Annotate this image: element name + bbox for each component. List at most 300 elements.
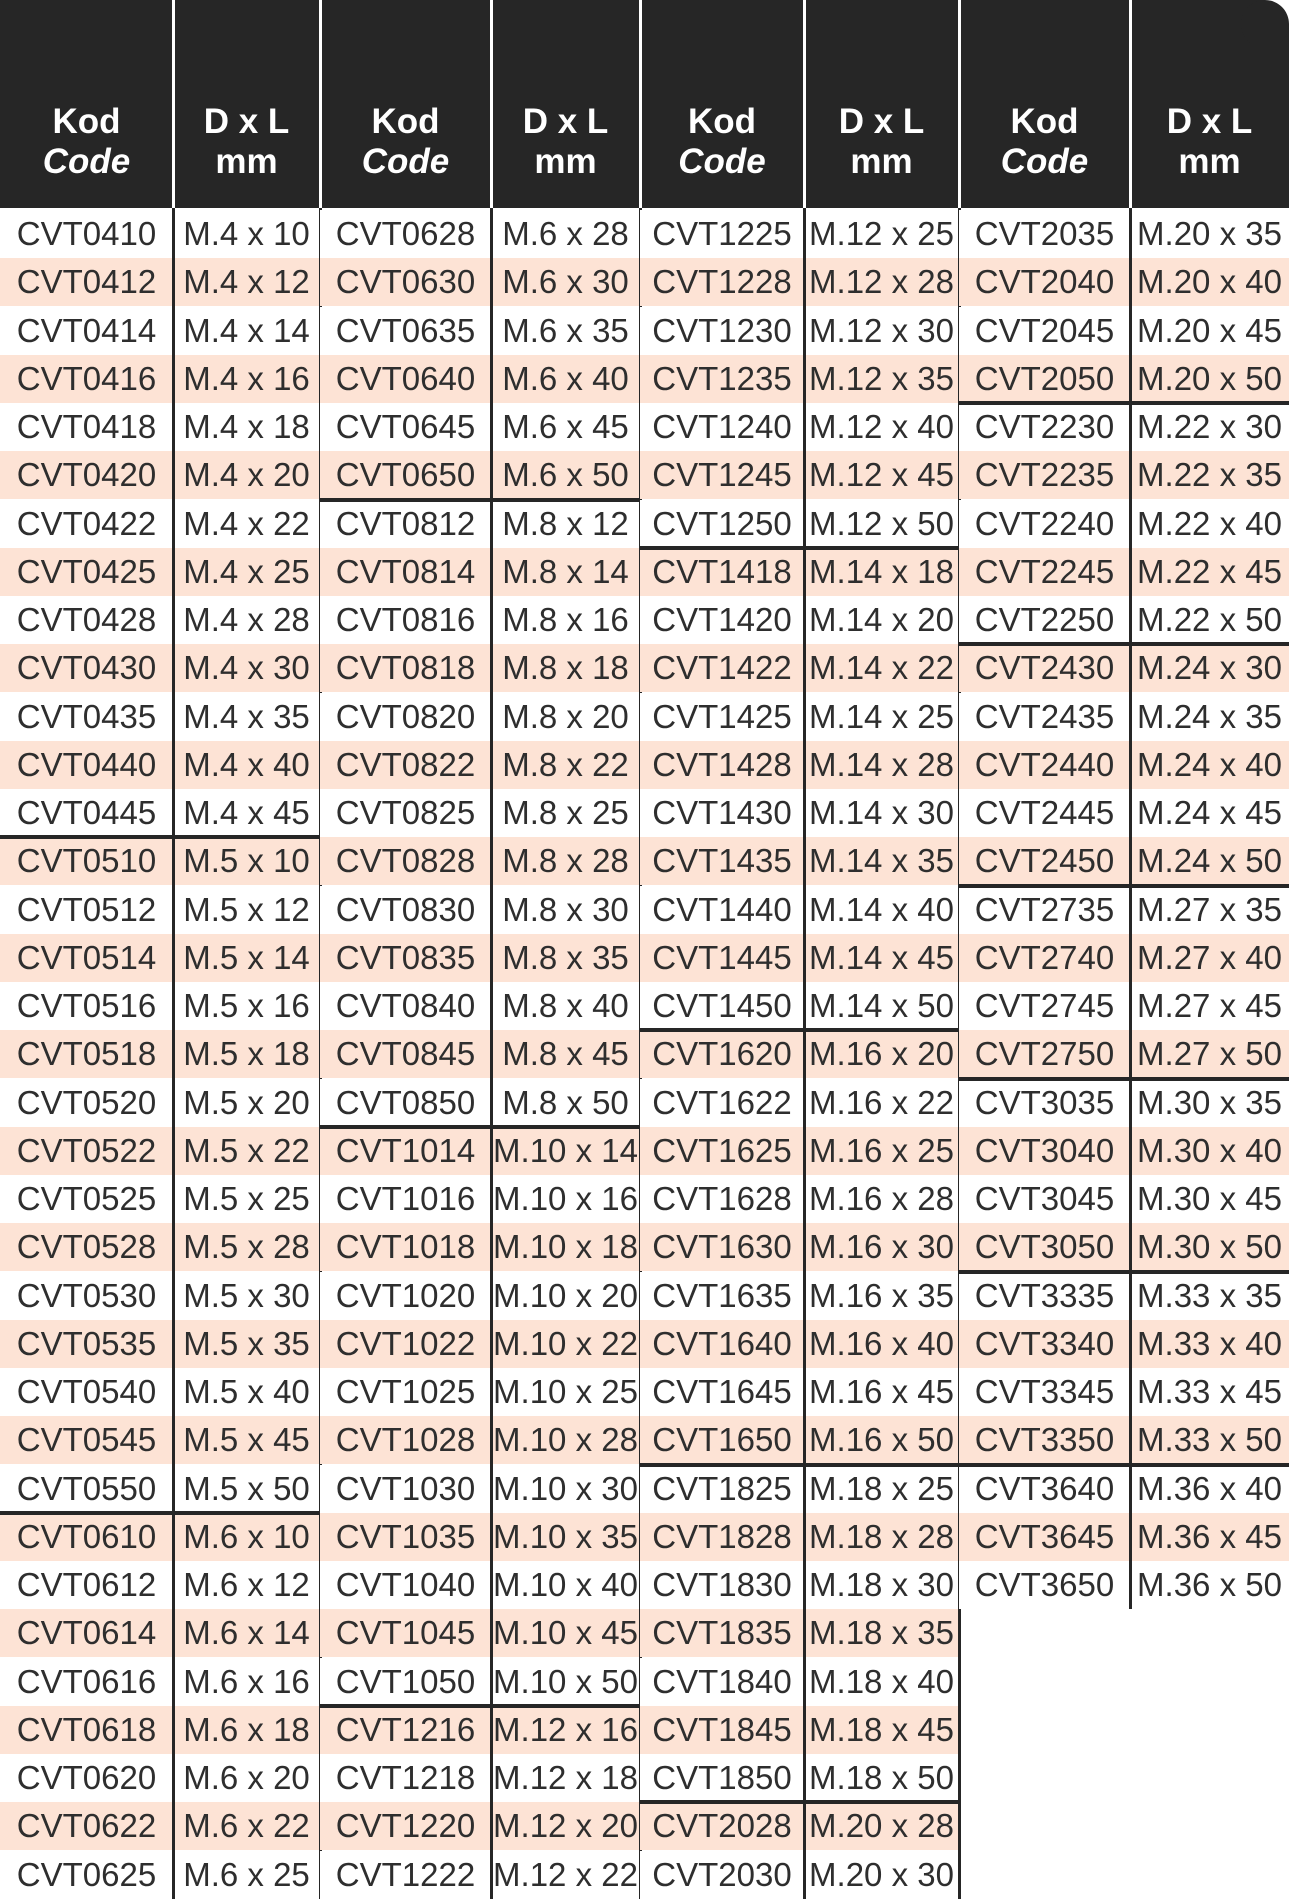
code-cell: CVT2740 — [959, 934, 1130, 982]
dimension-cell: M.36 x 50 — [1130, 1561, 1289, 1609]
code-cell: CVT1645 — [640, 1368, 804, 1416]
code-cell: CVT0528 — [0, 1223, 173, 1271]
code-cell: CVT1050 — [320, 1658, 491, 1706]
code-cell: CVT1625 — [640, 1127, 804, 1175]
code-cell: CVT3640 — [959, 1465, 1130, 1513]
header-label-top: Kod — [687, 102, 757, 141]
dimension-cell: M.4 x 16 — [173, 355, 320, 403]
code-cell: CVT0435 — [0, 693, 173, 741]
dimension-cell: M.12 x 22 — [491, 1851, 640, 1899]
dimension-cell: M.6 x 10 — [173, 1513, 320, 1561]
code-cell: CVT0635 — [320, 307, 491, 355]
code-cell: CVT0828 — [320, 837, 491, 885]
dimension-cell: M.10 x 30 — [491, 1465, 640, 1513]
dimension-cell: M.14 x 20 — [804, 596, 959, 644]
code-cell: CVT1840 — [640, 1658, 804, 1706]
code-cell: CVT1830 — [640, 1561, 804, 1609]
dimension-cell: M.24 x 35 — [1130, 693, 1289, 741]
dimension-cell: M.8 x 20 — [491, 693, 640, 741]
code-cell: CVT0650 — [320, 451, 491, 499]
dimension-cell: M.20 x 28 — [804, 1802, 959, 1850]
code-cell: CVT1850 — [640, 1754, 804, 1802]
dimension-cell: M.6 x 35 — [491, 307, 640, 355]
header-label-bottom: Code — [1000, 142, 1089, 181]
code-cell: CVT2230 — [959, 403, 1130, 451]
code-cell: CVT3645 — [959, 1513, 1130, 1561]
header-code — [0, 0, 173, 208]
dimension-cell: M.6 x 50 — [491, 451, 640, 499]
code-cell: CVT1020 — [320, 1272, 491, 1320]
code-cell: CVT0835 — [320, 934, 491, 982]
dimension-cell: M.18 x 35 — [804, 1609, 959, 1657]
code-cell: CVT1245 — [640, 451, 804, 499]
dimension-cell: M.5 x 12 — [173, 886, 320, 934]
dimension-cell: M.5 x 16 — [173, 982, 320, 1030]
header-label-bottom: mm — [850, 142, 913, 181]
header-code — [640, 0, 804, 208]
dimension-cell: M.6 x 25 — [173, 1851, 320, 1899]
code-cell: CVT0525 — [0, 1175, 173, 1223]
dimension-cell: M.4 x 30 — [173, 644, 320, 692]
dimension-cell: M.22 x 40 — [1130, 500, 1289, 548]
code-cell: CVT1025 — [320, 1368, 491, 1416]
column-divider — [172, 208, 175, 1899]
dimension-cell: M.18 x 50 — [804, 1754, 959, 1802]
dimension-cell: M.18 x 28 — [804, 1513, 959, 1561]
code-cell: CVT3045 — [959, 1175, 1130, 1223]
code-cell: CVT2750 — [959, 1030, 1130, 1078]
dimension-cell: M.20 x 40 — [1130, 258, 1289, 306]
dimension-cell: M.12 x 20 — [491, 1802, 640, 1850]
dimension-cell: M.6 x 20 — [173, 1754, 320, 1802]
dimension-cell: M.22 x 45 — [1130, 548, 1289, 596]
code-cell: CVT2030 — [640, 1851, 804, 1899]
dimension-cell: M.8 x 45 — [491, 1030, 640, 1078]
section-divider — [959, 642, 1289, 646]
code-cell: CVT1628 — [640, 1175, 804, 1223]
code-cell: CVT1828 — [640, 1513, 804, 1561]
code-cell: CVT1420 — [640, 596, 804, 644]
dimension-cell: M.12 x 35 — [804, 355, 959, 403]
dimension-cell: M.12 x 30 — [804, 307, 959, 355]
dimension-cell: M.6 x 30 — [491, 258, 640, 306]
header-label-top: Kod — [1010, 102, 1079, 141]
code-cell: CVT0420 — [0, 451, 173, 499]
code-cell: CVT2250 — [959, 596, 1130, 644]
code-cell: CVT1845 — [640, 1706, 804, 1754]
header-label-top: Kod — [52, 102, 121, 141]
code-cell: CVT0812 — [320, 500, 491, 548]
code-cell: CVT1425 — [640, 693, 804, 741]
section-divider — [320, 1704, 640, 1708]
code-cell: CVT0445 — [0, 789, 173, 837]
code-cell: CVT1045 — [320, 1609, 491, 1657]
code-cell: CVT0818 — [320, 644, 491, 692]
code-cell: CVT1228 — [640, 258, 804, 306]
dimension-cell: M.5 x 30 — [173, 1272, 320, 1320]
section-divider — [0, 1511, 320, 1515]
code-cell: CVT0418 — [0, 403, 173, 451]
code-cell: CVT2045 — [959, 307, 1130, 355]
dimension-cell: M.8 x 25 — [491, 789, 640, 837]
section-divider — [959, 401, 1289, 405]
dimension-cell: M.14 x 22 — [804, 644, 959, 692]
code-cell: CVT0550 — [0, 1465, 173, 1513]
code-cell: CVT0522 — [0, 1127, 173, 1175]
code-cell: CVT0628 — [320, 210, 491, 258]
dimension-cell: M.8 x 14 — [491, 548, 640, 596]
header-divider — [639, 0, 642, 208]
dimension-cell: M.4 x 25 — [173, 548, 320, 596]
code-cell: CVT0425 — [0, 548, 173, 596]
code-cell: CVT1450 — [640, 982, 804, 1030]
dimension-cell: M.4 x 40 — [173, 741, 320, 789]
dimension-cell: M.6 x 40 — [491, 355, 640, 403]
code-cell: CVT2050 — [959, 355, 1130, 403]
dimension-cell: M.14 x 25 — [804, 693, 959, 741]
dimension-cell: M.8 x 12 — [491, 500, 640, 548]
section-divider — [640, 1463, 959, 1467]
dimension-cell: M.16 x 22 — [804, 1079, 959, 1127]
dimension-cell: M.10 x 14 — [491, 1127, 640, 1175]
code-cell: CVT1216 — [320, 1706, 491, 1754]
code-cell: CVT1250 — [640, 500, 804, 548]
dimension-cell: M.4 x 14 — [173, 307, 320, 355]
code-cell: CVT0530 — [0, 1272, 173, 1320]
code-cell: CVT2735 — [959, 886, 1130, 934]
code-cell: CVT1418 — [640, 548, 804, 596]
header-label-bottom: Code — [42, 142, 131, 181]
dimension-cell: M.30 x 50 — [1130, 1223, 1289, 1271]
section-divider — [640, 546, 959, 550]
dimension-cell: M.33 x 40 — [1130, 1320, 1289, 1368]
code-cell: CVT2240 — [959, 500, 1130, 548]
dimension-cell: M.8 x 35 — [491, 934, 640, 982]
dimension-cell: M.8 x 16 — [491, 596, 640, 644]
dimension-cell: M.27 x 40 — [1130, 934, 1289, 982]
dimension-cell: M.12 x 40 — [804, 403, 959, 451]
code-cell: CVT2430 — [959, 644, 1130, 692]
code-cell: CVT2235 — [959, 451, 1130, 499]
header-label-bottom: mm — [1178, 142, 1241, 181]
dimension-cell: M.18 x 25 — [804, 1465, 959, 1513]
header-divider — [172, 0, 175, 208]
code-cell: CVT1022 — [320, 1320, 491, 1368]
code-cell: CVT1018 — [320, 1223, 491, 1271]
section-divider — [959, 884, 1289, 888]
header-code — [320, 0, 491, 208]
dimension-cell: M.30 x 40 — [1130, 1127, 1289, 1175]
code-cell: CVT2028 — [640, 1802, 804, 1850]
dimension-cell: M.8 x 30 — [491, 886, 640, 934]
code-cell: CVT1035 — [320, 1513, 491, 1561]
header-dimension — [804, 0, 959, 208]
code-cell: CVT1220 — [320, 1802, 491, 1850]
dimension-cell: M.16 x 28 — [804, 1175, 959, 1223]
header-dimension — [491, 0, 640, 208]
code-cell: CVT0645 — [320, 403, 491, 451]
dimension-cell: M.27 x 50 — [1130, 1030, 1289, 1078]
dimension-cell: M.18 x 40 — [804, 1658, 959, 1706]
code-cell: CVT0830 — [320, 886, 491, 934]
code-cell: CVT0820 — [320, 693, 491, 741]
code-cell: CVT0535 — [0, 1320, 173, 1368]
section-divider — [959, 1077, 1289, 1081]
code-cell: CVT1016 — [320, 1175, 491, 1223]
code-cell: CVT0430 — [0, 644, 173, 692]
dimension-cell: M.30 x 35 — [1130, 1079, 1289, 1127]
dimension-cell: M.10 x 25 — [491, 1368, 640, 1416]
code-cell: CVT2440 — [959, 741, 1130, 789]
dimension-cell: M.8 x 22 — [491, 741, 640, 789]
code-cell: CVT2040 — [959, 258, 1130, 306]
dimension-cell: M.4 x 28 — [173, 596, 320, 644]
dimension-cell: M.36 x 40 — [1130, 1465, 1289, 1513]
code-cell: CVT3335 — [959, 1272, 1130, 1320]
dimension-cell: M.22 x 50 — [1130, 596, 1289, 644]
code-cell: CVT1440 — [640, 886, 804, 934]
code-cell: CVT1422 — [640, 644, 804, 692]
dimension-cell: M.16 x 40 — [804, 1320, 959, 1368]
code-cell: CVT1218 — [320, 1754, 491, 1802]
code-cell: CVT0428 — [0, 596, 173, 644]
code-cell: CVT1825 — [640, 1465, 804, 1513]
code-cell: CVT0622 — [0, 1802, 173, 1850]
code-cell: CVT1435 — [640, 837, 804, 885]
section-divider — [959, 1463, 1289, 1467]
code-cell: CVT1028 — [320, 1416, 491, 1464]
dimension-cell: M.12 x 50 — [804, 500, 959, 548]
code-cell: CVT0814 — [320, 548, 491, 596]
header-label-bottom: Code — [361, 142, 450, 181]
dimension-cell: M.27 x 35 — [1130, 886, 1289, 934]
dimension-cell: M.20 x 30 — [804, 1851, 959, 1899]
code-cell: CVT3350 — [959, 1416, 1130, 1464]
dimension-cell: M.10 x 20 — [491, 1272, 640, 1320]
dimension-cell: M.5 x 40 — [173, 1368, 320, 1416]
code-cell: CVT0822 — [320, 741, 491, 789]
dimension-cell: M.36 x 45 — [1130, 1513, 1289, 1561]
section-divider — [640, 1028, 959, 1032]
dimension-cell: M.12 x 18 — [491, 1754, 640, 1802]
dimension-cell: M.10 x 22 — [491, 1320, 640, 1368]
code-cell: CVT2035 — [959, 210, 1130, 258]
column-divider — [803, 208, 806, 1899]
dimension-cell: M.16 x 20 — [804, 1030, 959, 1078]
code-cell: CVT1014 — [320, 1127, 491, 1175]
dimension-cell: M.8 x 50 — [491, 1079, 640, 1127]
header-label-top: D x L — [203, 102, 290, 141]
code-cell: CVT2245 — [959, 548, 1130, 596]
header-label-bottom: Code — [678, 142, 766, 181]
header-label-top: D x L — [838, 102, 925, 141]
code-cell: CVT1445 — [640, 934, 804, 982]
dimension-cell: M.4 x 18 — [173, 403, 320, 451]
code-cell: CVT0640 — [320, 355, 491, 403]
code-cell: CVT1428 — [640, 741, 804, 789]
dimension-cell: M.5 x 18 — [173, 1030, 320, 1078]
code-cell: CVT2445 — [959, 789, 1130, 837]
dimension-cell: M.6 x 14 — [173, 1609, 320, 1657]
header-divider — [803, 0, 806, 208]
dimension-cell: M.10 x 16 — [491, 1175, 640, 1223]
code-cell: CVT3040 — [959, 1127, 1130, 1175]
dimension-cell: M.33 x 45 — [1130, 1368, 1289, 1416]
code-cell: CVT1622 — [640, 1079, 804, 1127]
dimension-cell: M.5 x 14 — [173, 934, 320, 982]
dimension-cell: M.12 x 16 — [491, 1706, 640, 1754]
dimension-cell: M.4 x 20 — [173, 451, 320, 499]
dimension-cell: M.4 x 45 — [173, 789, 320, 837]
dimension-cell: M.10 x 50 — [491, 1658, 640, 1706]
code-cell: CVT0620 — [0, 1754, 173, 1802]
dimension-cell: M.18 x 30 — [804, 1561, 959, 1609]
dimension-cell: M.16 x 30 — [804, 1223, 959, 1271]
dimension-cell: M.4 x 35 — [173, 693, 320, 741]
dimension-cell: M.5 x 50 — [173, 1465, 320, 1513]
dimension-cell: M.8 x 40 — [491, 982, 640, 1030]
section-divider — [959, 1270, 1289, 1274]
dimension-cell: M.6 x 16 — [173, 1658, 320, 1706]
code-cell: CVT3345 — [959, 1368, 1130, 1416]
code-cell: CVT3340 — [959, 1320, 1130, 1368]
code-cell: CVT0610 — [0, 1513, 173, 1561]
dimension-cell: M.22 x 30 — [1130, 403, 1289, 451]
column-divider — [1129, 208, 1132, 1609]
dimension-cell: M.24 x 45 — [1130, 789, 1289, 837]
dimension-cell: M.20 x 50 — [1130, 355, 1289, 403]
dimension-cell: M.10 x 28 — [491, 1416, 640, 1464]
dimension-cell: M.18 x 45 — [804, 1706, 959, 1754]
dimension-cell: M.20 x 45 — [1130, 307, 1289, 355]
dimension-cell: M.10 x 18 — [491, 1223, 640, 1271]
code-cell: CVT1640 — [640, 1320, 804, 1368]
dimension-cell: M.16 x 25 — [804, 1127, 959, 1175]
header-label-top: Kod — [371, 102, 440, 141]
dimension-cell: M.5 x 25 — [173, 1175, 320, 1223]
section-divider — [320, 1125, 640, 1129]
code-cell: CVT1430 — [640, 789, 804, 837]
header-code — [959, 0, 1130, 208]
header-label-top: D x L — [522, 102, 609, 141]
code-cell: CVT2450 — [959, 837, 1130, 885]
dimension-cell: M.16 x 45 — [804, 1368, 959, 1416]
code-cell: CVT1030 — [320, 1465, 491, 1513]
dimension-cell: M.12 x 45 — [804, 451, 959, 499]
dimension-cell: M.4 x 10 — [173, 210, 320, 258]
code-cell: CVT0510 — [0, 837, 173, 885]
dimension-cell: M.6 x 22 — [173, 1802, 320, 1850]
code-cell: CVT0412 — [0, 258, 173, 306]
dimension-cell: M.24 x 40 — [1130, 741, 1289, 789]
header-label-bottom: mm — [534, 142, 597, 181]
dimension-cell: M.14 x 45 — [804, 934, 959, 982]
code-cell: CVT0845 — [320, 1030, 491, 1078]
section-divider — [640, 1800, 959, 1804]
code-cell: CVT0422 — [0, 500, 173, 548]
dimension-cell: M.14 x 28 — [804, 741, 959, 789]
dimension-cell: M.6 x 28 — [491, 210, 640, 258]
dimension-cell: M.8 x 18 — [491, 644, 640, 692]
dimension-cell: M.24 x 50 — [1130, 837, 1289, 885]
code-cell: CVT0612 — [0, 1561, 173, 1609]
header-corner — [1265, 0, 1289, 24]
code-cell: CVT0520 — [0, 1079, 173, 1127]
header-divider — [490, 0, 493, 208]
code-cell: CVT0518 — [0, 1030, 173, 1078]
dimension-cell: M.6 x 18 — [173, 1706, 320, 1754]
dimension-cell: M.6 x 45 — [491, 403, 640, 451]
header-divider — [1129, 0, 1132, 208]
code-cell: CVT0625 — [0, 1851, 173, 1899]
code-cell: CVT1650 — [640, 1416, 804, 1464]
dimension-cell: M.4 x 22 — [173, 500, 320, 548]
code-cell: CVT3650 — [959, 1561, 1130, 1609]
code-cell: CVT1040 — [320, 1561, 491, 1609]
dimension-cell: M.33 x 35 — [1130, 1272, 1289, 1320]
code-cell: CVT0540 — [0, 1368, 173, 1416]
dimension-cell: M.22 x 35 — [1130, 451, 1289, 499]
dimension-cell: M.5 x 45 — [173, 1416, 320, 1464]
dimension-cell: M.14 x 18 — [804, 548, 959, 596]
code-cell: CVT0614 — [0, 1609, 173, 1657]
dimension-cell: M.33 x 50 — [1130, 1416, 1289, 1464]
code-cell: CVT0850 — [320, 1079, 491, 1127]
dimension-cell: M.14 x 40 — [804, 886, 959, 934]
dimension-cell: M.6 x 12 — [173, 1561, 320, 1609]
code-cell: CVT0514 — [0, 934, 173, 982]
dimension-cell: M.10 x 40 — [491, 1561, 640, 1609]
header-label-top: D x L — [1166, 102, 1253, 141]
dimension-cell: M.12 x 25 — [804, 210, 959, 258]
code-cell: CVT1835 — [640, 1609, 804, 1657]
code-cell: CVT0414 — [0, 307, 173, 355]
dimension-cell: M.14 x 30 — [804, 789, 959, 837]
code-cell: CVT0618 — [0, 1706, 173, 1754]
header-divider — [958, 0, 961, 208]
dimension-cell: M.14 x 35 — [804, 837, 959, 885]
dimension-cell: M.5 x 20 — [173, 1079, 320, 1127]
code-cell: CVT0440 — [0, 741, 173, 789]
code-cell: CVT1235 — [640, 355, 804, 403]
code-cell: CVT0410 — [0, 210, 173, 258]
dimension-cell: M.10 x 45 — [491, 1609, 640, 1657]
dimension-cell: M.5 x 28 — [173, 1223, 320, 1271]
dimension-cell: M.8 x 28 — [491, 837, 640, 885]
header-divider — [319, 0, 322, 208]
dimension-cell: M.4 x 12 — [173, 258, 320, 306]
section-divider — [0, 835, 320, 839]
code-cell: CVT3035 — [959, 1079, 1130, 1127]
header-label-bottom: mm — [215, 142, 278, 181]
section-divider — [320, 498, 640, 502]
code-cell: CVT0545 — [0, 1416, 173, 1464]
code-cell: CVT2745 — [959, 982, 1130, 1030]
code-cell: CVT3050 — [959, 1223, 1130, 1271]
code-cell: CVT0816 — [320, 596, 491, 644]
dimension-cell: M.5 x 22 — [173, 1127, 320, 1175]
header-dimension — [173, 0, 320, 208]
code-cell: CVT1240 — [640, 403, 804, 451]
dimension-cell: M.24 x 30 — [1130, 644, 1289, 692]
column-divider — [490, 208, 493, 1899]
code-cell: CVT0840 — [320, 982, 491, 1030]
dimension-cell: M.16 x 35 — [804, 1272, 959, 1320]
code-cell: CVT0516 — [0, 982, 173, 1030]
code-cell: CVT1230 — [640, 307, 804, 355]
dimension-cell: M.5 x 10 — [173, 837, 320, 885]
dimension-cell: M.27 x 45 — [1130, 982, 1289, 1030]
